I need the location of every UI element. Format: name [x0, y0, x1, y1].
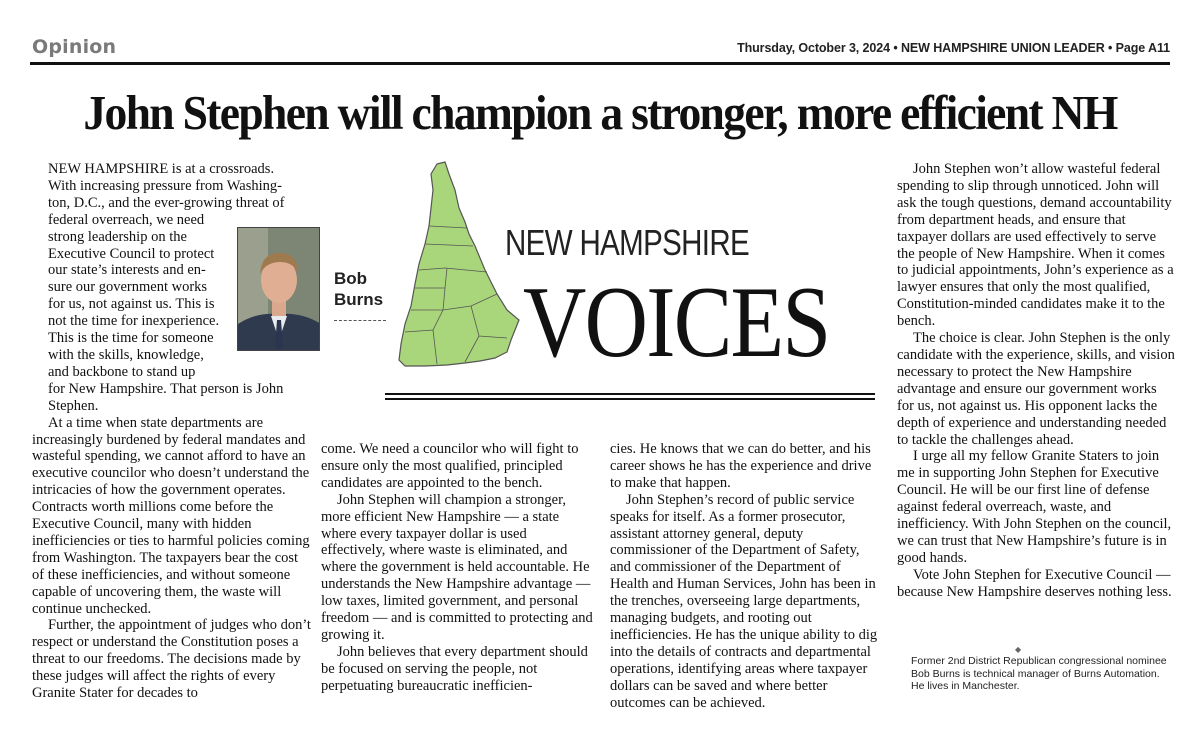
logo-title: NEW HAMPSHIRE	[505, 222, 750, 263]
byline-rule	[334, 320, 386, 321]
column-2	[321, 441, 593, 695]
col1-paragraph-2: At a time when state departments are increasingly burdened by federal mandates and wasteful spending, we cannot afford to have an executive councilor who doesn’t understand the intricacies of how the government operates. Contracts worth millions come before the Executive Council, many with hidden inefficiencies or ties to harmful policies coming from Washington. The taxpayers bear the cost of these inefficiencies, and without someone capable of uncovering them, the waste will continue unchecked.	[32, 414, 310, 617]
col1-line: Stephen.	[48, 397, 99, 414]
col1-line: sure our government works	[48, 279, 208, 296]
end-mark-icon: ◆	[1015, 645, 1022, 654]
column-4	[897, 161, 1175, 601]
col1-line: With increasing pressure from Washing-	[48, 177, 282, 194]
col1-line: strong leadership on the	[48, 228, 187, 245]
col3-paragraph-1: cies. He knows that we can do better, and his career shows he has the experience and drive to make that happen.	[610, 441, 872, 491]
col1-line: Executive Council to protect	[48, 245, 215, 262]
logo-rule	[385, 393, 875, 395]
col1-line: and backbone to stand up	[48, 363, 196, 380]
col1-line: not the time for inexperience.	[48, 313, 220, 330]
logo-rule	[385, 398, 875, 400]
byline-last: Burns	[334, 290, 384, 309]
col1-line: This is the time for someone	[48, 330, 214, 347]
headline: John Stephen will champion a stronger, more efficient NH	[83, 85, 1117, 140]
col1-line: ton, D.C., and the ever-growing threat of	[48, 194, 285, 211]
author-photo	[237, 227, 320, 351]
col1-line: our state’s interests and en-	[48, 262, 206, 279]
author-bio: Former 2nd District Republican congressional nominee Bob Burns is technical manager of Burns Automation. He lives in Manchester.	[911, 655, 1167, 692]
col4-paragraph-2: The choice is clear. John Stephen is the only candidate with the experience, skills, and vision necessary to protect the New Hampshire advantage and ensure our government works for us, not against us. His opponent lacks the depth of experience and understanding needed to tackle the challenges ahead.	[897, 330, 1175, 448]
dateline: Thursday, October 3, 2024 • NEW HAMPSHIRE UNION LEADER • Page A11	[737, 41, 1170, 55]
col4-paragraph-3: I urge all my fellow Granite Staters to join me in supporting John Stephen for Executive Council. He will be our first line of defense against federal overreach, waste, and inefficiency. With John Stephen on the council, we can trust that New Hampshire’s future is in good hands.	[897, 448, 1172, 566]
byline-first: Bob	[334, 269, 368, 288]
column-3	[610, 441, 882, 712]
col1-line: NEW HAMPSHIRE is at a crossroads.	[48, 161, 275, 177]
section-label: Opinion	[32, 36, 117, 58]
col1-paragraph-3: Further, the appointment of judges who don’t respect or understand the Constitution poses a threat to our freedoms. The decisions made by these judges will affect the rights of every Granite Stater for decades to	[32, 617, 311, 702]
new-hampshire-map-icon	[385, 160, 525, 390]
author-portrait-icon	[238, 228, 320, 351]
col1-line: federal overreach, we need	[48, 211, 205, 228]
col2-paragraph-1: come. We need a councilor who will fight to ensure only the most qualified, principled candidates are appointed to the bench.	[321, 441, 579, 491]
header-rule	[30, 62, 1170, 65]
col3-paragraph-2: John Stephen’s record of public service speaks for itself. As a former prosecutor, assistant attorney general, deputy commissioner of the Department of Safety, and commissioner of the Department of Health and Human Services, John has been in the trenches, overseeing large departments, managing budgets, and rooting out inefficiencies. He has the unique ability to dig into the details of contracts and departmental operations, identifying areas where taxpayer dollars can be saved and where better outcomes can be achieved.	[610, 491, 878, 711]
col4-paragraph-1: John Stephen won’t allow wasteful federal spending to slip through unnoticed. John will ask the tough questions, demand accountability from department heads, and ensure that taxpayer dollars are used effectively to serve the people of New Hampshire. When it comes to judicial appointments, John’s experience as a lawyer ensures that only the most qualified, Constitution-minded candidates make it to the bench.	[897, 161, 1174, 330]
col2-paragraph-3: John believes that every department should be focused on serving the people, not perpetuating bureaucratic inefficien-	[321, 643, 588, 694]
byline	[334, 268, 383, 310]
col2-paragraph-2: John Stephen will champion a stronger, more efficient New Hampshire — a state where every taxpayer dollar is used effectively, where waste is eliminated, and where the government is held accountable. He understands the New Hampshire advantage — low taxes, limited government, and personal freedom — and is committed to protecting and growing it.	[321, 491, 593, 643]
col1-line: with the skills, knowledge,	[48, 346, 204, 363]
col4-paragraph-4: Vote John Stephen for Executive Council — because New Hampshire deserves nothing less.	[897, 566, 1172, 600]
col1-line: for us, not against us. This is	[48, 296, 215, 313]
logo-voices: VOICES	[523, 266, 830, 379]
col1-line: for New Hampshire. That person is John	[48, 380, 284, 397]
